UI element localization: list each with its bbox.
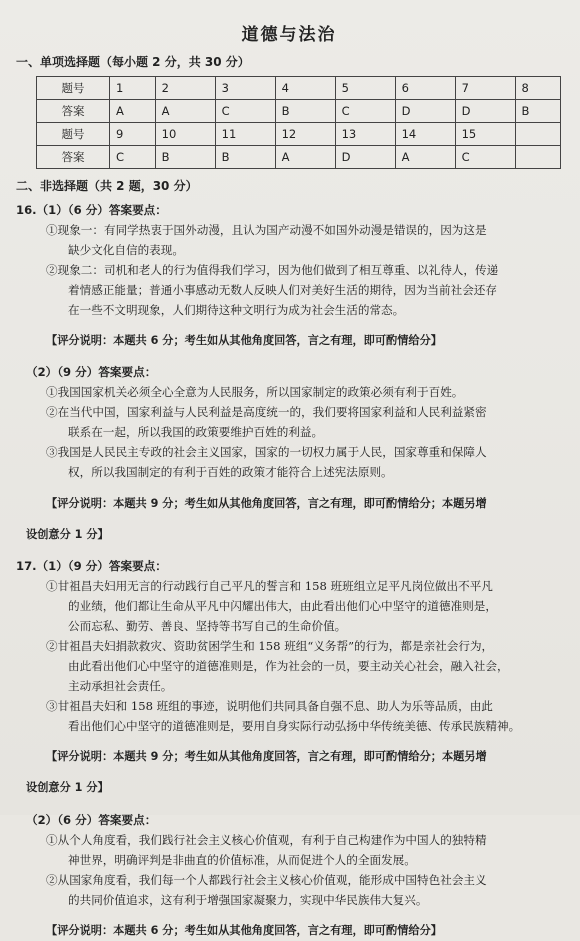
table-cell: 题号	[37, 77, 110, 100]
table-cell: 9	[110, 123, 156, 146]
answer-line: ②现象二：司机和老人的行为值得我们学习，因为他们做到了相互尊重、以礼待人，传递	[46, 263, 499, 277]
table-cell: 答案	[37, 146, 110, 169]
table-row	[37, 123, 561, 146]
table-cell: D	[455, 100, 515, 123]
table-cell: 1	[110, 77, 156, 100]
scoring-note-cont: 设创意分 1 分】	[26, 781, 109, 795]
answer-line: 主动承担社会责任。	[68, 678, 173, 693]
answer-line: 公而忘私、勤劳、善良、坚持等书写自己的生命价值。	[68, 618, 347, 633]
table-cell: 3	[215, 77, 275, 100]
table-cell: 10	[155, 123, 215, 146]
answer-line: ②从国家角度看，我们每一个人都践行社会主义核心价值观，能形成中国特色社会主义	[46, 872, 487, 887]
question-17-2-heading: （2）（6 分）答案要点：	[26, 812, 157, 827]
table-cell: C	[215, 100, 275, 123]
table-row	[37, 146, 561, 169]
question-16	[16, 200, 562, 545]
table-cell: 13	[335, 123, 395, 146]
table-cell: 7	[455, 77, 515, 100]
table-cell: C	[110, 146, 156, 169]
answer-line: 着情感正能量；普通小事感动无数人反映人们对美好生活的期待，因为当前社会还存	[68, 283, 497, 297]
table-cell: 11	[215, 123, 275, 146]
answer-line: ③我国是人民民主专政的社会主义国家，国家的一切权力属于人民，国家尊重和保障人	[46, 445, 487, 460]
table-cell: A	[110, 100, 156, 123]
table-cell: 6	[395, 77, 455, 100]
page-title: 道德与法治	[241, 25, 337, 45]
question-17	[16, 556, 562, 941]
answer-line: ①我国国家机关必须全心全意为人民服务，所以国家制定的政策必须有利于百姓。	[46, 385, 464, 400]
answer-line: ③甘祖昌夫妇和 158 班组的事迹，说明他们共同具备自强不息、助人为乐等品质，由此	[46, 698, 493, 713]
answer-line: ②在当代中国，国家利益与人民利益是高度统一的，我们要将国家利益和人民利益紧密	[46, 405, 487, 420]
table-cell: D	[395, 100, 455, 123]
table-cell: B	[155, 146, 215, 169]
answer-line: 看出他们心中坚守的道德准则是，要用自身实际行动弘扬中华传统美德、传承民族精神。	[68, 718, 521, 733]
section-choice-heading: 一、单项选择题（每小题 2 分，共 30 分）	[16, 55, 250, 69]
table-cell: A	[275, 146, 335, 169]
table-cell: 12	[275, 123, 335, 146]
scoring-note-cont: 设创意分 1 分】	[26, 527, 109, 541]
table-cell: A	[395, 146, 455, 169]
question-16-2-heading: （2）（9 分）答案要点：	[26, 365, 157, 380]
answer-line: 由此看出他们心中坚守的道德准则是，作为社会的一员，要主动关心社会，融入社会，	[68, 658, 509, 673]
answer-line: 缺少文化自信的表现。	[68, 243, 184, 257]
table-cell: 8	[515, 77, 560, 100]
table-cell: 题号	[37, 123, 110, 146]
answer-line: ①甘祖昌夫妇用无言的行动践行自己平凡的誓言和 158 班班组立足平凡岗位做出不平凡	[46, 578, 493, 593]
table-cell: 答案	[37, 100, 110, 123]
question-17-1-heading: 17.（1）（9 分）答案要点：	[16, 558, 167, 573]
answer-line: ②甘祖昌夫妇捐款救灾、资助贫困学生和 158 班组“义务帮”的行为，都是亲社会行为，	[46, 638, 494, 653]
question-16-1-heading: 16.（1）（6 分）答案要点：	[16, 203, 167, 217]
table-cell: A	[155, 100, 215, 123]
answer-line: 的业绩，他们都让生命从平凡中闪耀出伟大，由此看出他们心中坚守的道德准则是，	[68, 598, 497, 613]
answer-line: 在一些不文明现象，人们期待这种文明行为成为社会生活的常态。	[68, 303, 405, 317]
table-cell: 4	[275, 77, 335, 100]
table-cell: C	[455, 146, 515, 169]
table-row	[37, 100, 561, 123]
answer-line: 的共同价值追求，这有利于增强国家凝聚力，实现中华民族伟大复兴。	[68, 892, 428, 907]
answer-line: ①现象一：有同学热衷于国外动漫，且认为国产动漫不如国外动漫是错误的，因为这是	[46, 223, 487, 237]
scoring-note: 【评分说明：本题共 9 分；考生如从其他角度回答，言之有理，即可酌情给分；本题另增	[46, 496, 487, 510]
table-cell: 2	[155, 77, 215, 100]
table-cell: B	[515, 100, 560, 123]
table-cell	[515, 146, 560, 169]
scoring-note: 【评分说明：本题共 6 分；考生如从其他角度回答，言之有理，即可酌情给分】	[46, 334, 442, 348]
table-cell: 15	[455, 123, 515, 146]
table-cell	[515, 123, 560, 146]
answer-line: 联系在一起，所以我国的政策要维护百姓的利益。	[68, 425, 324, 440]
table-cell: 14	[395, 123, 455, 146]
answer-line: 权，所以我国制定的有利于百姓的政策才能符合上述宪法原则。	[68, 465, 393, 480]
table-cell: D	[335, 146, 395, 169]
table-cell: B	[215, 146, 275, 169]
table-row	[37, 77, 561, 100]
answer-line: 神世界，明确评判是非曲直的价值标准，从而促进个人的全面发展。	[68, 852, 416, 867]
scoring-note: 【评分说明：本题共 9 分；考生如从其他角度回答，言之有理，即可酌情给分；本题另增	[46, 750, 487, 764]
answer-table	[36, 76, 561, 169]
section-essay-heading: 二、非选择题（共 2 题，30 分）	[16, 179, 198, 193]
answer-line: ①从个人角度看，我们践行社会主义核心价值观，有利于自己构建作为中国人的独特精	[46, 832, 487, 847]
table-cell: 5	[335, 77, 395, 100]
table-cell: C	[335, 100, 395, 123]
table-cell: B	[275, 100, 335, 123]
scoring-note: 【评分说明：本题共 6 分；考生如从其他角度回答，言之有理，即可酌情给分】	[46, 923, 442, 937]
